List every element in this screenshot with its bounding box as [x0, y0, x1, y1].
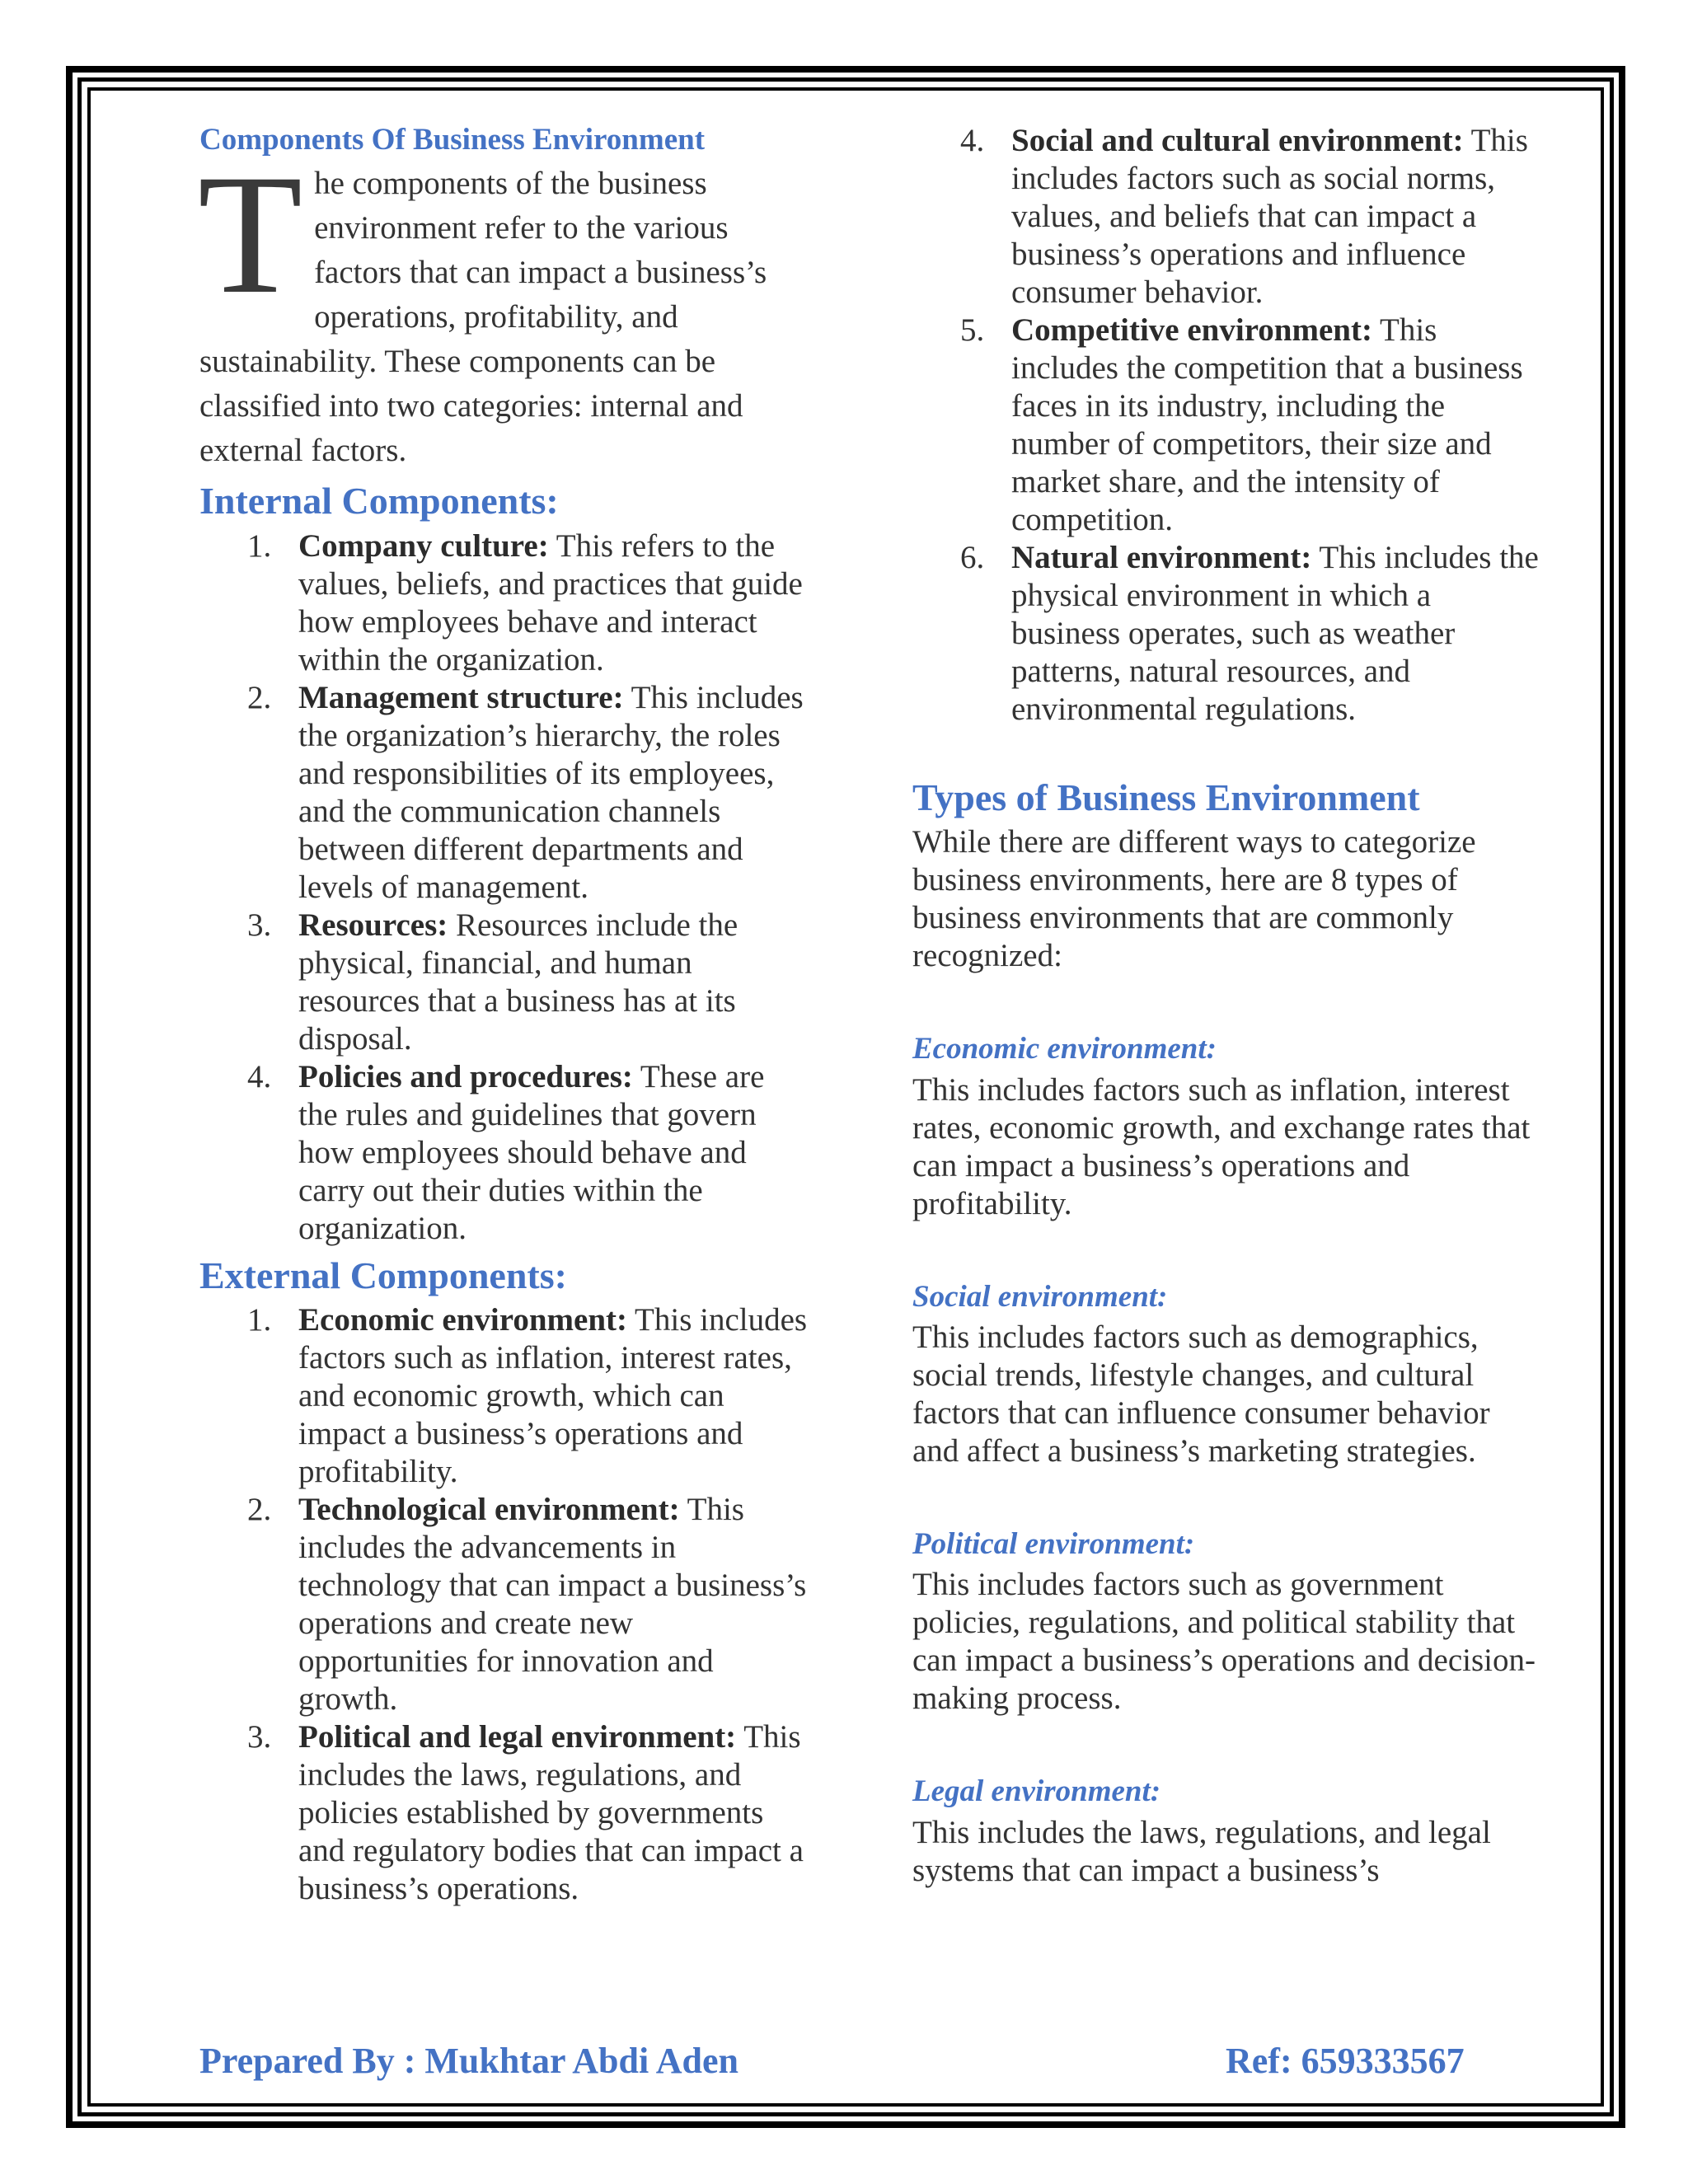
list-item: [199, 1718, 809, 1908]
type-text: This includes factors such as inflation, interest rates, economic growth, and exchange rates that can impact a business’s operations and profitability.: [912, 1071, 1531, 1221]
list-text: This includes factors such as social norms, values, and beliefs that can impact a business’s operations and influence consumer behavior.: [1011, 123, 1528, 310]
intro-text: he components of the business environment refer to the various factors that can impact a business’s operations, profitability, and sustainability. These components can be classified into two categories: internal and external factors.: [199, 166, 767, 469]
external-components-list-continued: [912, 122, 1539, 729]
list-term: Resources:: [298, 907, 448, 943]
list-number: 2.: [247, 1491, 272, 1527]
list-term: Social and cultural environment:: [1011, 123, 1464, 158]
internal-components-heading: Internal Components:: [199, 480, 559, 523]
list-item: [912, 122, 1539, 312]
reference-number: Ref: 659333567: [1226, 2041, 1465, 2081]
list-text: Resources include the physical, financial, and human resources that a business has at its disposal.: [298, 907, 738, 1057]
list-number: 1.: [247, 527, 272, 564]
list-item: [199, 1058, 809, 1248]
types-heading: Types of Business Environment: [912, 776, 1420, 818]
list-item: [199, 1301, 809, 1491]
left-column: [199, 122, 809, 1908]
list-text: This refers to the values, beliefs, and practices that guide how employees behave and interact within the organization.: [298, 527, 803, 677]
list-item: [199, 1491, 809, 1718]
list-term: Company culture:: [298, 527, 549, 564]
types-intro: While there are different ways to categorize business environments, here are 8 types of business environments that are commonly recognized:: [912, 824, 1476, 974]
prepared-by: Prepared By : Mukhtar Abdi Aden: [199, 2041, 739, 2081]
drop-cap: T: [198, 139, 303, 330]
type-title: Economic environment:: [912, 1032, 1217, 1066]
document-title: Components Of Business Environment: [199, 123, 706, 157]
list-text: This includes the advancements in technology that can impact a business’s operations and create new opportunities for innovation and growth.: [298, 1491, 807, 1717]
list-number: 4.: [960, 123, 985, 158]
list-term: Economic environment:: [298, 1301, 627, 1338]
type-title: Political environment:: [912, 1526, 1195, 1561]
list-number: 1.: [247, 1301, 272, 1338]
list-term: Technological environment:: [298, 1491, 680, 1527]
type-title: Social environment:: [912, 1279, 1168, 1314]
list-text: This includes the organization’s hierarchy, the roles and responsibilities of its employees, and the communication channels between different departments and levels of management.: [298, 679, 804, 905]
list-number: 3.: [247, 907, 272, 943]
type-text: This includes factors such as government policies, regulations, and political stability that can impact a business’s operations and decision-making process.: [912, 1567, 1536, 1717]
list-text: These are the rules and guidelines that govern how employees should behave and carry out their duties within the organization.: [298, 1058, 765, 1246]
list-number: 5.: [960, 312, 985, 348]
type-text: This includes the laws, regulations, and legal systems that can impact a business’s: [912, 1814, 1491, 1888]
list-number: 6.: [960, 540, 985, 575]
list-term: Policies and procedures:: [298, 1058, 633, 1094]
list-item: [199, 907, 809, 1058]
list-term: Natural environment:: [1011, 540, 1312, 575]
list-item: [199, 527, 809, 679]
list-number: 3.: [247, 1718, 272, 1755]
list-text: This includes the competition that a business faces in its industry, including the number of competitors, their size and market share, and the intensity of competition.: [1011, 312, 1523, 537]
list-text: This includes the physical environment in which a business operates, such as weather patterns, natural resources, and environmental regulations.: [1011, 540, 1539, 727]
list-text: This includes the laws, regulations, and policies established by governments and regulatory bodies that can impact a business’s operations.: [298, 1718, 804, 1906]
list-item: [912, 539, 1539, 729]
external-components-list: [199, 1301, 809, 1908]
type-title: Legal environment:: [912, 1774, 1161, 1809]
external-components-heading: External Components:: [199, 1254, 567, 1296]
list-number: 2.: [247, 679, 272, 715]
list-number: 4.: [247, 1058, 272, 1094]
list-item: [199, 679, 809, 907]
list-term: Competitive environment:: [1011, 312, 1372, 348]
type-text: This includes factors such as demographics, social trends, lifestyle changes, and cultural factors that can influence consumer behavior and affect a business’s marketing strategies.: [912, 1319, 1490, 1469]
list-term: Management structure:: [298, 679, 624, 715]
right-column: [912, 122, 1539, 1890]
internal-components-list: [199, 527, 809, 1248]
list-item: [912, 312, 1539, 539]
list-text: This includes factors such as inflation, interest rates, and economic growth, which can impact a business’s operations and profitability.: [298, 1301, 808, 1489]
list-term: Political and legal environment:: [298, 1718, 737, 1755]
